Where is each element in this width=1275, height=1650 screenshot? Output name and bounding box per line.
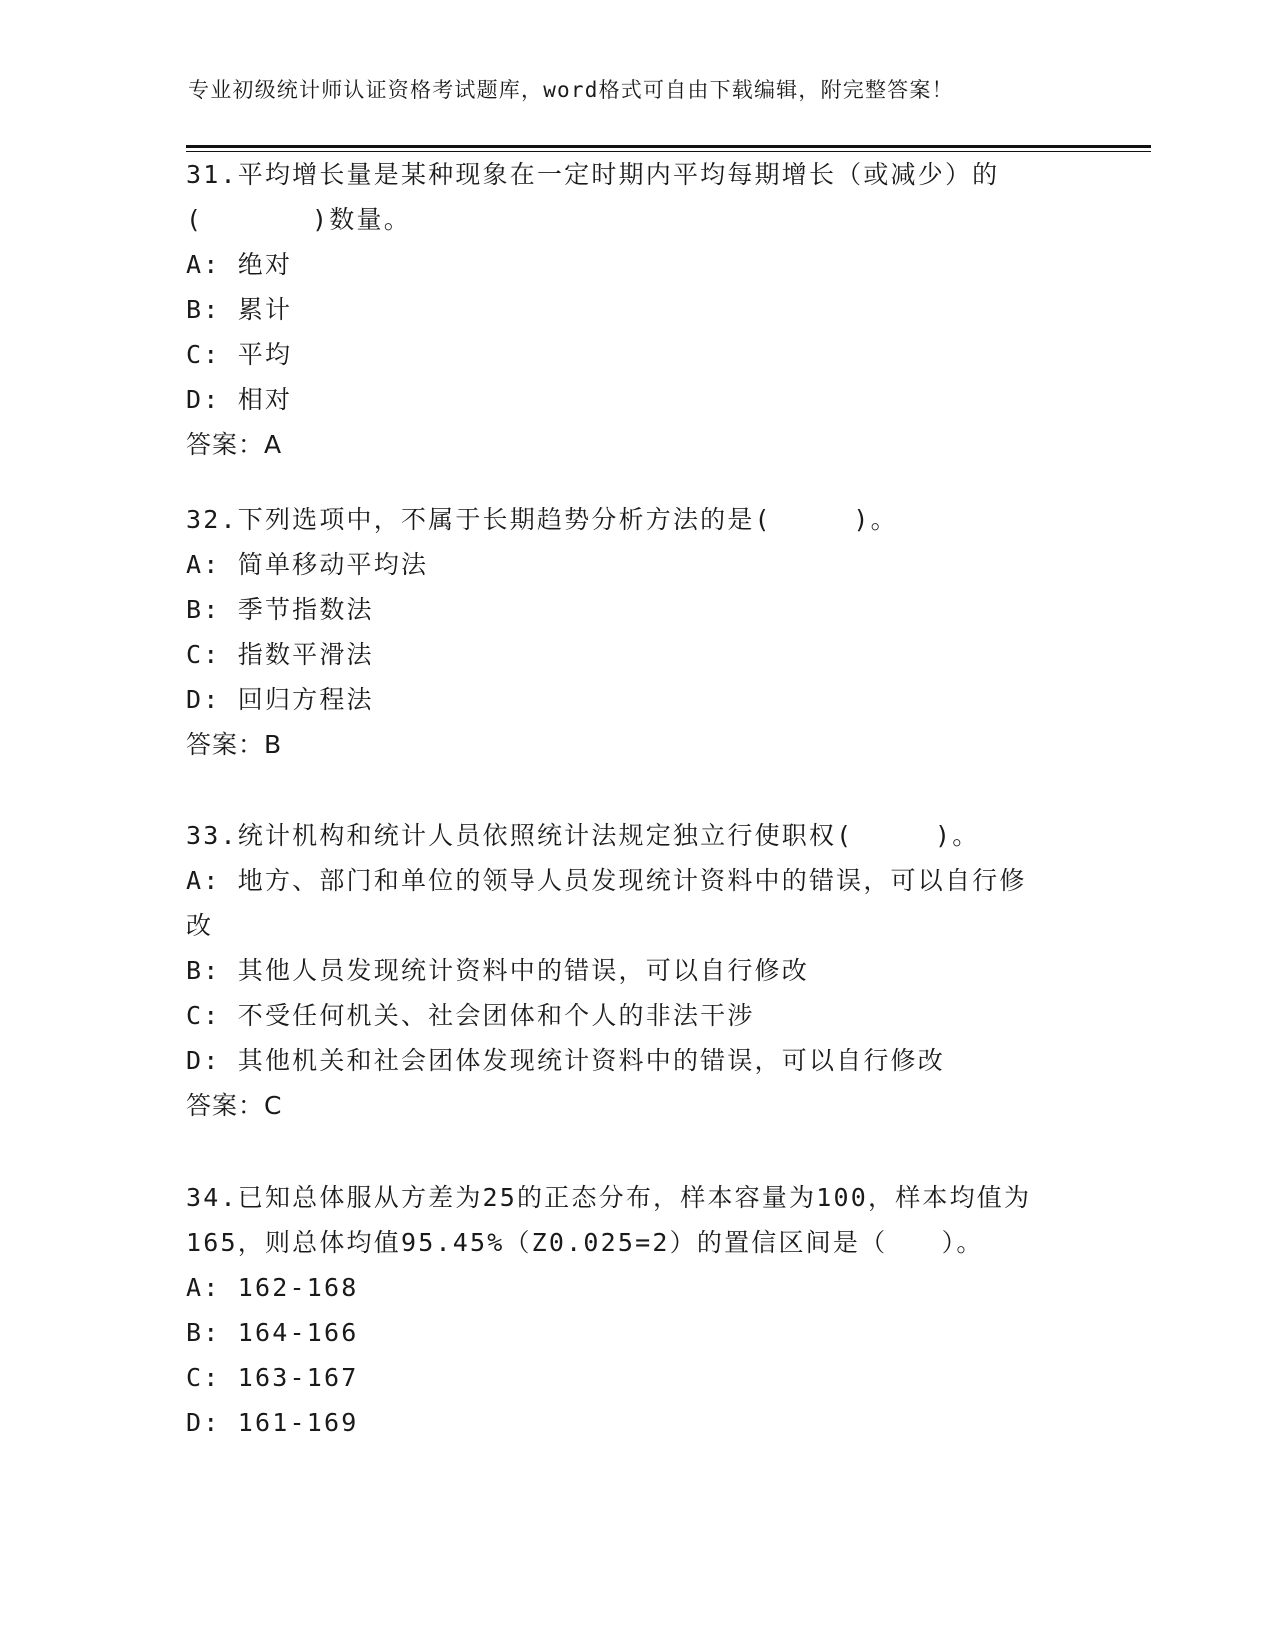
option-b: B: 累计	[186, 295, 293, 324]
option-a: A: 地方、部门和单位的领导人员发现统计资料中的错误，可以自行修	[186, 866, 1027, 895]
question-33	[186, 813, 1086, 1128]
question-31	[186, 152, 1086, 467]
question-32	[186, 497, 1086, 767]
option-d: D: 回归方程法	[186, 685, 374, 714]
option-a: A: 绝对	[186, 250, 293, 279]
question-stem: 33.统计机构和统计人员依照统计法规定独立行使职权( )。	[186, 821, 980, 850]
question-34	[186, 1175, 1086, 1445]
option-c: C: 163-167	[186, 1363, 359, 1392]
question-stem: 31.平均增长量是某种现象在一定时期内平均每期增长（或减少）的	[186, 160, 1000, 189]
answer-label: 答案：A	[186, 430, 283, 459]
option-c: C: 平均	[186, 340, 293, 369]
question-stem: 32.下列选项中，不属于长期趋势分析方法的是( )。	[186, 505, 898, 534]
option-b: B: 季节指数法	[186, 595, 374, 624]
option-a: A: 162-168	[186, 1273, 359, 1302]
option-b: B: 其他人员发现统计资料中的错误，可以自行修改	[186, 956, 809, 985]
option-c: C: 指数平滑法	[186, 640, 374, 669]
answer-label: 答案：B	[186, 730, 283, 759]
option-a-continued: 改	[186, 911, 214, 940]
question-stem: 165，则总体均值95.45%（Z0.025=2）的置信区间是（ ）。	[186, 1228, 984, 1257]
answer-label: 答案：C	[186, 1091, 283, 1120]
option-c: C: 不受任何机关、社会团体和个人的非法干涉	[186, 1001, 755, 1030]
question-stem: 34.已知总体服从方差为25的正态分布，样本容量为100，样本均值为	[186, 1183, 1032, 1212]
question-stem: ( )数量。	[186, 205, 411, 234]
option-d: D: 相对	[186, 385, 293, 414]
option-d: D: 161-169	[186, 1408, 359, 1437]
option-a: A: 简单移动平均法	[186, 550, 429, 579]
option-d: D: 其他机关和社会团体发现统计资料中的错误，可以自行修改	[186, 1046, 945, 1075]
option-b: B: 164-166	[186, 1318, 359, 1347]
page-header: 专业初级统计师认证资格考试题库，word格式可自由下载编辑，附完整答案！	[188, 78, 954, 102]
header-rule-thick	[186, 145, 1151, 148]
